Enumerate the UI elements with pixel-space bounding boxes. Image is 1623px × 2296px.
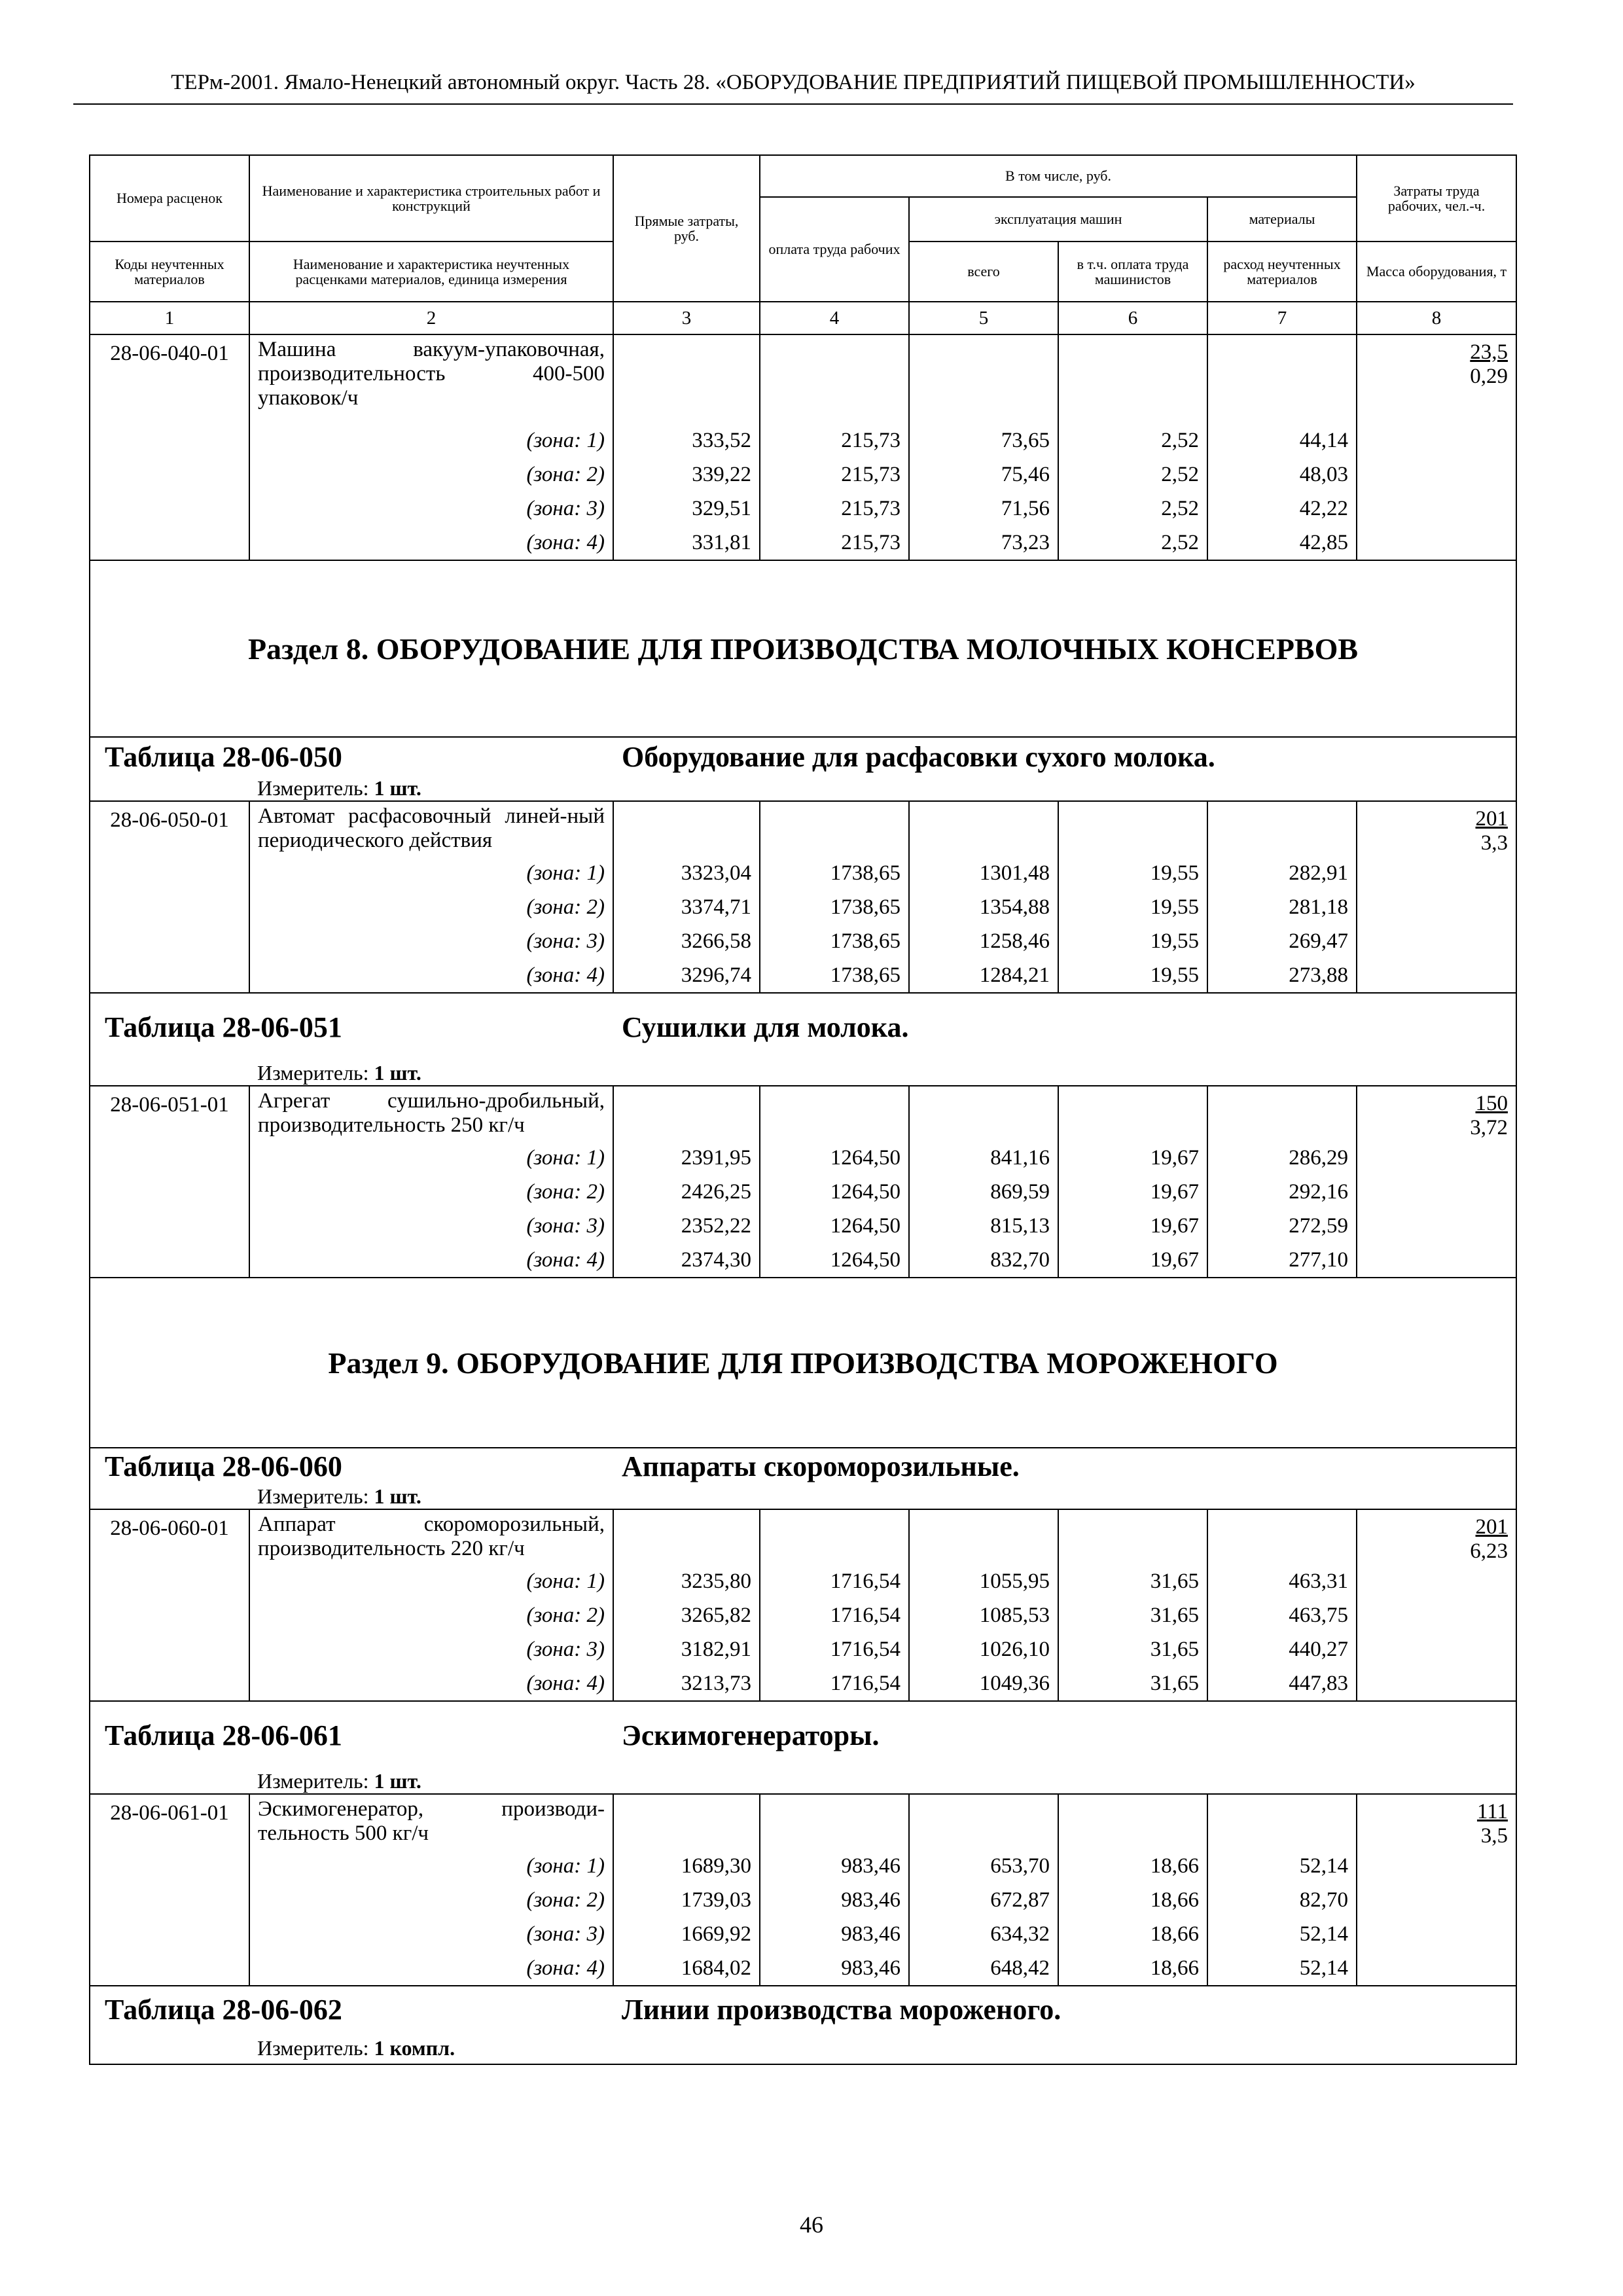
zone-value: 19,67 <box>1058 1175 1207 1209</box>
table-code: Таблица 28-06-061 <box>105 1719 342 1751</box>
value-cell-empty <box>760 1509 909 1564</box>
value-cell-empty <box>760 1086 909 1141</box>
table-code: Таблица 28-06-051 <box>105 1011 342 1043</box>
zone-value: 2,52 <box>1058 492 1207 526</box>
zone-value: 31,65 <box>1058 1666 1207 1701</box>
zone-value: 73,65 <box>909 423 1058 457</box>
measure-row <box>90 1061 1516 1086</box>
zone-value: 2,52 <box>1058 457 1207 492</box>
rate-row <box>90 1509 1516 1564</box>
zone-value: 841,16 <box>909 1141 1058 1175</box>
measure-row <box>90 1769 1516 1794</box>
zone-row <box>90 423 1516 457</box>
value-cell-empty <box>909 1794 1058 1849</box>
section-title: Раздел 8. ОБОРУДОВАНИЕ ДЛЯ ПРОИЗВОДСТВА МОЛОЧНЫХ КОНСЕРВОВ <box>90 560 1516 737</box>
zone-value: 1738,65 <box>760 924 909 958</box>
zone-value: 983,46 <box>760 1917 909 1951</box>
zone-value: 2,52 <box>1058 423 1207 457</box>
zone-value: 983,46 <box>760 1849 909 1883</box>
table-title: Оборудование для расфасовки сухого молока. <box>622 741 1215 773</box>
measure-label: Измеритель: <box>257 1769 369 1793</box>
zone-value: 18,66 <box>1058 1883 1207 1917</box>
labor-mass-cell <box>1357 1509 1516 1701</box>
zone-value: 1669,92 <box>613 1917 760 1951</box>
zone-value: 52,14 <box>1207 1917 1357 1951</box>
col-direct-costs: Прямые затраты, руб. <box>613 155 760 302</box>
table-heading <box>90 1701 1516 1769</box>
zone-value: 2352,22 <box>613 1209 760 1243</box>
zone-value: 52,14 <box>1207 1951 1357 1986</box>
value-cell-empty <box>1058 1794 1207 1849</box>
zone-value: 463,75 <box>1207 1598 1357 1632</box>
zone-value: 82,70 <box>1207 1883 1357 1917</box>
value-cell-empty <box>1207 1086 1357 1141</box>
zone-value: 215,73 <box>760 526 909 560</box>
zone-value: 3323,04 <box>613 856 760 890</box>
zone-label: (зона: 4) <box>249 1951 613 1986</box>
zone-label: (зона: 1) <box>249 856 613 890</box>
rate-name: Эскимогенератор, производи-тельность 500 кг/ч <box>249 1794 613 1849</box>
zone-value: 215,73 <box>760 457 909 492</box>
value-cell-empty <box>1058 801 1207 856</box>
zone-value: 277,10 <box>1207 1243 1357 1278</box>
zone-value: 31,65 <box>1058 1632 1207 1666</box>
zone-value: 52,14 <box>1207 1849 1357 1883</box>
zone-label: (зона: 3) <box>249 924 613 958</box>
col-machinist-pay: в т.ч. оплата труда машинистов <box>1058 242 1207 302</box>
rate-code: 28-06-061-01 <box>90 1794 249 1986</box>
zone-value: 1689,30 <box>613 1849 760 1883</box>
measure-value: 1 шт. <box>374 1061 421 1085</box>
zone-row <box>90 1951 1516 1986</box>
zone-value: 18,66 <box>1058 1917 1207 1951</box>
zone-label: (зона: 3) <box>249 1917 613 1951</box>
zone-label: (зона: 4) <box>249 526 613 560</box>
measure-row <box>90 776 1516 801</box>
table-code: Таблица 28-06-060 <box>105 1450 342 1482</box>
rate-name: Машина вакуум-упаковочная, производительность 400-500 упаковок/ч <box>249 334 613 423</box>
col-number: 5 <box>909 302 1058 334</box>
zone-row <box>90 1917 1516 1951</box>
measure-spacer <box>90 1061 249 1086</box>
labor-costs: 201 <box>1475 1515 1508 1539</box>
zone-row <box>90 1209 1516 1243</box>
value-cell-empty <box>909 801 1058 856</box>
measure-value: 1 шт. <box>374 1484 421 1508</box>
running-header: ТЕРм-2001. Ямало-Ненецкий автономный округ. Часть 28. «ОБОРУДОВАНИЕ ПРЕДПРИЯТИЙ ПИЩЕВОЙ ПРОМЫШЛЕННОСТИ» <box>171 71 1416 94</box>
labor-mass-cell <box>1357 1086 1516 1278</box>
zone-value: 648,42 <box>909 1951 1058 1986</box>
equipment-mass: 3,72 <box>1470 1116 1508 1139</box>
zone-row <box>90 924 1516 958</box>
header-rule <box>73 103 1513 105</box>
zone-value: 463,31 <box>1207 1564 1357 1598</box>
rate-row <box>90 1086 1516 1141</box>
zone-value: 44,14 <box>1207 423 1357 457</box>
col-number: 3 <box>613 302 760 334</box>
zone-value: 3266,58 <box>613 924 760 958</box>
measure-label: Измеритель: <box>257 776 369 800</box>
measure-spacer <box>90 1769 249 1794</box>
zone-value: 18,66 <box>1058 1951 1207 1986</box>
zone-label: (зона: 4) <box>249 1666 613 1701</box>
zone-value: 1716,54 <box>760 1564 909 1598</box>
rate-name: Агрегат сушильно-дробильный, производительность 250 кг/ч <box>249 1086 613 1141</box>
zone-value: 339,22 <box>613 457 760 492</box>
measure-cell <box>249 2033 1516 2064</box>
zone-value: 2374,30 <box>613 1243 760 1278</box>
value-cell-empty <box>1207 801 1357 856</box>
table-heading-line <box>98 1719 1508 1752</box>
measure-row <box>90 2033 1516 2064</box>
table-title: Линии производства мороженого. <box>622 1994 1061 2026</box>
zone-value: 672,87 <box>909 1883 1058 1917</box>
zone-value: 1739,03 <box>613 1883 760 1917</box>
measure-value: 1 шт. <box>374 1769 421 1793</box>
zone-value: 832,70 <box>909 1243 1058 1278</box>
measure-value: 1 шт. <box>374 776 421 800</box>
zone-row <box>90 1598 1516 1632</box>
zone-value: 19,55 <box>1058 856 1207 890</box>
zone-value: 42,85 <box>1207 526 1357 560</box>
value-cell-empty <box>1058 1509 1207 1564</box>
table-code: Таблица 28-06-050 <box>105 741 342 773</box>
page-number: 46 <box>800 2212 823 2238</box>
table-title: Сушилки для молока. <box>622 1011 909 1043</box>
zone-value: 1716,54 <box>760 1632 909 1666</box>
zone-value: 329,51 <box>613 492 760 526</box>
zone-row <box>90 856 1516 890</box>
zone-value: 1264,50 <box>760 1243 909 1278</box>
table-heading-row <box>90 993 1516 1061</box>
equipment-mass: 3,3 <box>1480 831 1508 855</box>
zone-value: 269,47 <box>1207 924 1357 958</box>
zone-row <box>90 1849 1516 1883</box>
zone-value: 1055,95 <box>909 1564 1058 1598</box>
zone-value: 1738,65 <box>760 890 909 924</box>
zone-value: 71,56 <box>909 492 1058 526</box>
table-heading-line <box>98 1993 1508 2026</box>
zone-value: 1738,65 <box>760 958 909 993</box>
measure-cell <box>249 1484 1516 1509</box>
zone-value: 983,46 <box>760 1951 909 1986</box>
zone-value: 18,66 <box>1058 1849 1207 1883</box>
col-number: 2 <box>249 302 613 334</box>
equipment-mass: 3,5 <box>1480 1824 1508 1848</box>
zone-value: 3213,73 <box>613 1666 760 1701</box>
col-materials-unaccounted: расход неучтенных материалов <box>1207 242 1357 302</box>
zone-value: 333,52 <box>613 423 760 457</box>
zone-value: 19,67 <box>1058 1243 1207 1278</box>
zone-value: 1738,65 <box>760 856 909 890</box>
zone-label: (зона: 4) <box>249 1243 613 1278</box>
table-title: Аппараты скороморозильные. <box>622 1450 1020 1482</box>
table-heading-line <box>98 1011 1508 1044</box>
zone-value: 1284,21 <box>909 958 1058 993</box>
zone-value: 292,16 <box>1207 1175 1357 1209</box>
table-heading <box>90 993 1516 1061</box>
value-cell-empty <box>613 1794 760 1849</box>
rate-row <box>90 1794 1516 1849</box>
zone-value: 1026,10 <box>909 1632 1058 1666</box>
labor-mass-cell <box>1357 1794 1516 1986</box>
col-number: 7 <box>1207 302 1357 334</box>
zone-label: (зона: 3) <box>249 492 613 526</box>
labor-costs: 23,5 <box>1470 340 1508 364</box>
zone-value: 273,88 <box>1207 958 1357 993</box>
zone-row <box>90 457 1516 492</box>
col-number: 6 <box>1058 302 1207 334</box>
zone-row <box>90 1141 1516 1175</box>
zone-value: 282,91 <box>1207 856 1357 890</box>
zone-label: (зона: 1) <box>249 1141 613 1175</box>
table-heading <box>90 737 1516 776</box>
table-heading <box>90 1448 1516 1484</box>
zone-row <box>90 526 1516 560</box>
zone-label: (зона: 2) <box>249 1883 613 1917</box>
zone-value: 31,65 <box>1058 1564 1207 1598</box>
section-title: Раздел 9. ОБОРУДОВАНИЕ ДЛЯ ПРОИЗВОДСТВА МОРОЖЕНОГО <box>90 1278 1516 1448</box>
zone-value: 1264,50 <box>760 1141 909 1175</box>
zone-value: 75,46 <box>909 457 1058 492</box>
equipment-mass: 0,29 <box>1470 365 1508 388</box>
zone-value: 2391,95 <box>613 1141 760 1175</box>
zone-value: 447,83 <box>1207 1666 1357 1701</box>
col-material-names: Наименование и характеристика неучтенных расценками материалов, единица измерения <box>249 242 613 302</box>
col-machines-total: всего <box>909 242 1058 302</box>
col-number: 8 <box>1357 302 1516 334</box>
zone-value: 1716,54 <box>760 1598 909 1632</box>
rate-row <box>90 801 1516 856</box>
zone-value: 19,55 <box>1058 924 1207 958</box>
measure-cell <box>249 776 1516 801</box>
zone-label: (зона: 2) <box>249 1598 613 1632</box>
zone-value: 440,27 <box>1207 1632 1357 1666</box>
value-cell-empty <box>613 1086 760 1141</box>
labor-mass-cell <box>1357 334 1516 560</box>
value-cell-empty <box>760 801 909 856</box>
rate-code: 28-06-060-01 <box>90 1509 249 1701</box>
value-cell-empty <box>1058 1086 1207 1141</box>
col-equipment-mass: Масса оборудования, т <box>1357 242 1516 302</box>
zone-label: (зона: 1) <box>249 1849 613 1883</box>
section-row <box>90 560 1516 737</box>
zone-value: 1049,36 <box>909 1666 1058 1701</box>
zone-label: (зона: 2) <box>249 457 613 492</box>
measure-row <box>90 1484 1516 1509</box>
value-cell-empty <box>613 801 760 856</box>
col-labor-pay: оплата труда рабочих <box>760 197 909 302</box>
zone-label: (зона: 1) <box>249 423 613 457</box>
zone-value: 3182,91 <box>613 1632 760 1666</box>
zone-value: 2426,25 <box>613 1175 760 1209</box>
zone-value: 3374,71 <box>613 890 760 924</box>
zone-value: 215,73 <box>760 423 909 457</box>
col-including: В том числе, руб. <box>760 155 1357 197</box>
zone-value: 1264,50 <box>760 1209 909 1243</box>
zone-row <box>90 1666 1516 1701</box>
header-row-1 <box>90 155 1516 197</box>
value-cell-empty <box>760 1794 909 1849</box>
zone-row <box>90 1564 1516 1598</box>
zone-value: 215,73 <box>760 492 909 526</box>
col-materials: материалы <box>1207 197 1357 242</box>
zone-row <box>90 890 1516 924</box>
zone-label: (зона: 2) <box>249 1175 613 1209</box>
zone-row <box>90 1883 1516 1917</box>
zone-value: 1716,54 <box>760 1666 909 1701</box>
equipment-mass: 6,23 <box>1470 1539 1508 1563</box>
rate-code: 28-06-040-01 <box>90 334 249 560</box>
zone-value: 3235,80 <box>613 1564 760 1598</box>
value-cell-empty <box>1207 334 1357 423</box>
zone-row <box>90 1175 1516 1209</box>
table-heading-row <box>90 1701 1516 1769</box>
rate-row <box>90 334 1516 423</box>
zone-value: 653,70 <box>909 1849 1058 1883</box>
zone-row <box>90 492 1516 526</box>
zone-value: 815,13 <box>909 1209 1058 1243</box>
zone-label: (зона: 3) <box>249 1632 613 1666</box>
zone-value: 42,22 <box>1207 492 1357 526</box>
zone-value: 19,55 <box>1058 890 1207 924</box>
zone-value: 73,23 <box>909 526 1058 560</box>
zone-value: 1301,48 <box>909 856 1058 890</box>
measure-cell <box>249 1061 1516 1086</box>
zone-value: 272,59 <box>1207 1209 1357 1243</box>
zone-value: 1258,46 <box>909 924 1058 958</box>
measure-spacer <box>90 2033 249 2064</box>
col-rate-no: Номера расценок <box>90 155 249 242</box>
zone-row <box>90 1632 1516 1666</box>
measure-spacer <box>90 1484 249 1509</box>
table-heading <box>90 1986 1516 2033</box>
measure-label: Измеритель: <box>257 1061 369 1085</box>
zone-label: (зона: 1) <box>249 1564 613 1598</box>
rate-code: 28-06-051-01 <box>90 1086 249 1278</box>
zone-value: 1085,53 <box>909 1598 1058 1632</box>
zone-row <box>90 958 1516 993</box>
zone-value: 19,55 <box>1058 958 1207 993</box>
col-machines: эксплуатация машин <box>909 197 1207 242</box>
value-cell-empty <box>1207 1509 1357 1564</box>
measure-label: Измеритель: <box>257 2036 369 2060</box>
value-cell-empty <box>909 1509 1058 1564</box>
price-table <box>89 154 1517 2065</box>
col-material-codes: Коды неучтенных материалов <box>90 242 249 302</box>
zone-value: 1354,88 <box>909 890 1058 924</box>
zone-value: 2,52 <box>1058 526 1207 560</box>
zone-value: 31,65 <box>1058 1598 1207 1632</box>
value-cell-empty <box>1058 334 1207 423</box>
measure-value: 1 компл. <box>374 2036 455 2060</box>
zone-value: 869,59 <box>909 1175 1058 1209</box>
zone-value: 634,32 <box>909 1917 1058 1951</box>
zone-value: 286,29 <box>1207 1141 1357 1175</box>
value-cell-empty <box>909 334 1058 423</box>
value-cell-empty <box>1207 1794 1357 1849</box>
zone-value: 1684,02 <box>613 1951 760 1986</box>
section-row <box>90 1278 1516 1448</box>
zone-value: 3265,82 <box>613 1598 760 1632</box>
table-code: Таблица 28-06-062 <box>105 1994 342 2026</box>
table-title: Эскимогенераторы. <box>622 1719 880 1751</box>
labor-costs: 150 <box>1475 1092 1508 1115</box>
table-heading-row <box>90 1986 1516 2033</box>
rate-code: 28-06-050-01 <box>90 801 249 993</box>
zone-value: 281,18 <box>1207 890 1357 924</box>
measure-spacer <box>90 776 249 801</box>
labor-costs: 201 <box>1475 807 1508 831</box>
rate-name: Аппарат скороморозильный, производительность 220 кг/ч <box>249 1509 613 1564</box>
measure-cell <box>249 1769 1516 1794</box>
col-labor-costs: Затраты труда рабочих, чел.-ч. <box>1357 155 1516 242</box>
table-heading-line <box>98 1450 1508 1483</box>
zone-value: 19,67 <box>1058 1141 1207 1175</box>
col-number: 4 <box>760 302 909 334</box>
value-cell-empty <box>613 334 760 423</box>
zone-value: 3296,74 <box>613 958 760 993</box>
value-cell-empty <box>760 334 909 423</box>
rate-name: Автомат расфасовочный линей-ный периодического действия <box>249 801 613 856</box>
zone-row <box>90 1243 1516 1278</box>
labor-mass-cell <box>1357 801 1516 993</box>
zone-value: 983,46 <box>760 1883 909 1917</box>
labor-costs: 111 <box>1476 1800 1508 1823</box>
zone-value: 19,67 <box>1058 1209 1207 1243</box>
value-cell-empty <box>909 1086 1058 1141</box>
zone-label: (зона: 3) <box>249 1209 613 1243</box>
col-name-spec: Наименование и характеристика строительных работ и конструкций <box>249 155 613 242</box>
zone-label: (зона: 4) <box>249 958 613 993</box>
zone-value: 1264,50 <box>760 1175 909 1209</box>
value-cell-empty <box>613 1509 760 1564</box>
table-heading-row <box>90 737 1516 776</box>
measure-label: Измеритель: <box>257 1484 369 1508</box>
table-heading-row <box>90 1448 1516 1484</box>
zone-value: 331,81 <box>613 526 760 560</box>
column-numbers-row <box>90 302 1516 334</box>
table-heading-line <box>98 740 1508 774</box>
zone-label: (зона: 2) <box>249 890 613 924</box>
col-number: 1 <box>90 302 249 334</box>
zone-value: 48,03 <box>1207 457 1357 492</box>
